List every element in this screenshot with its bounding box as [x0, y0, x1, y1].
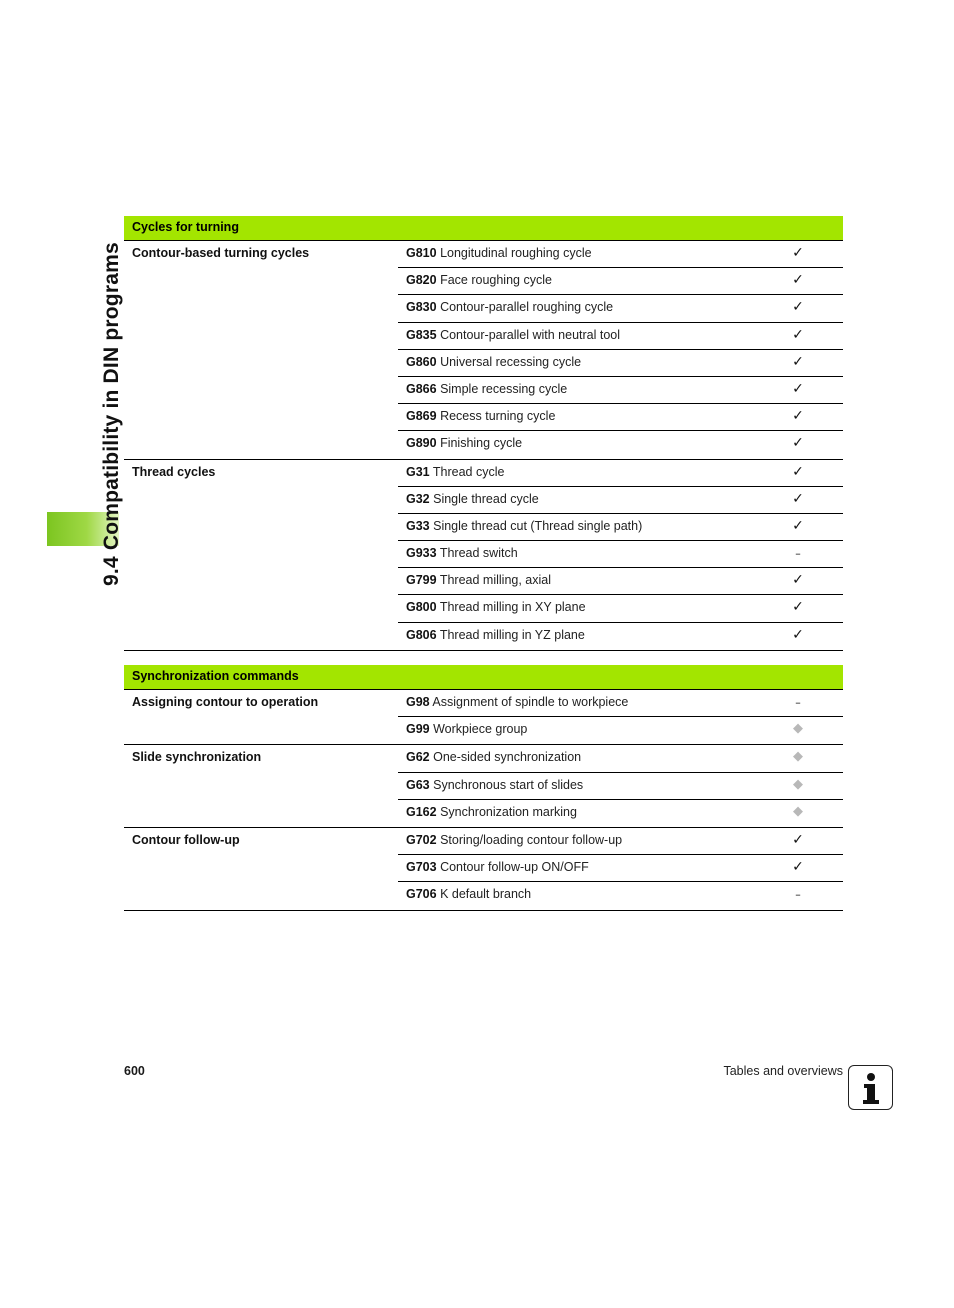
- g-code: G800: [406, 600, 437, 615]
- table-row: [398, 623, 843, 650]
- command-cell: [406, 695, 628, 709]
- row-group: [124, 690, 843, 745]
- g-code: G830: [406, 300, 437, 315]
- diamond-icon: ◆: [793, 721, 803, 737]
- command-cell: [406, 328, 620, 342]
- row-group: [124, 460, 843, 651]
- command-cell: [406, 355, 581, 369]
- table-row: [398, 487, 843, 514]
- g-code: G162: [406, 804, 437, 819]
- g-code: G31: [406, 464, 430, 479]
- table-row: [398, 377, 843, 404]
- command-cell: [406, 805, 577, 819]
- group-label: Thread cycles: [132, 464, 216, 479]
- table-row: [398, 460, 843, 487]
- command-description: Contour-parallel roughing cycle: [436, 300, 614, 315]
- command-cell: [406, 860, 589, 874]
- g-code: G702: [406, 832, 437, 847]
- table-row: [398, 595, 843, 622]
- check-icon: ✓: [792, 326, 804, 343]
- command-description: Assignment of spindle to workpiece: [429, 695, 629, 709]
- command-description: Face roughing cycle: [436, 273, 552, 288]
- check-icon: ✓: [792, 299, 804, 316]
- dash-icon: –: [795, 547, 801, 561]
- synchronization-commands-table: [124, 665, 843, 911]
- g-code: G706: [406, 887, 437, 902]
- command-description: Workpiece group: [429, 722, 528, 737]
- table-row: [398, 431, 843, 458]
- footer-section-title: Tables and overviews: [723, 1064, 843, 1078]
- command-cell: [406, 436, 522, 450]
- command-description: Universal recessing cycle: [436, 354, 582, 369]
- command-description: Thread milling in YZ plane: [436, 627, 585, 642]
- check-icon: ✓: [792, 408, 804, 425]
- table-row: [398, 514, 843, 541]
- command-description: Single thread cut (Thread single path): [429, 518, 643, 533]
- command-description: K default branch: [436, 887, 532, 902]
- command-cell: [406, 273, 552, 287]
- table-row: [398, 541, 843, 568]
- g-code: G933: [406, 546, 437, 561]
- table-row: [398, 323, 843, 350]
- command-cell: [406, 778, 583, 792]
- check-icon: ✓: [792, 435, 804, 452]
- command-description: Thread switch: [436, 546, 518, 561]
- g-code: G799: [406, 573, 437, 588]
- check-icon: ✓: [792, 245, 804, 261]
- command-cell: [406, 573, 551, 587]
- g-code: G703: [406, 860, 437, 875]
- check-icon: ✓: [792, 353, 804, 370]
- g-code: G866: [406, 381, 437, 396]
- cycles-for-turning-table: [124, 216, 843, 651]
- check-icon: ✓: [792, 380, 804, 397]
- table-row: [398, 828, 843, 855]
- command-cell: [406, 382, 567, 396]
- command-description: Thread milling in XY plane: [436, 600, 586, 615]
- check-icon: ✓: [792, 831, 804, 848]
- command-cell: [406, 409, 555, 423]
- command-cell: [406, 833, 622, 847]
- diamond-icon: ◆: [793, 749, 803, 765]
- dash-icon: –: [795, 696, 801, 709]
- check-icon: ✓: [792, 463, 804, 480]
- command-description: Single thread cycle: [429, 491, 539, 506]
- table-row: [398, 855, 843, 882]
- command-cell: [406, 300, 613, 314]
- command-cell: [406, 492, 539, 506]
- command-cell: [406, 887, 531, 901]
- g-code: G98: [406, 695, 430, 709]
- command-description: Recess turning cycle: [436, 409, 556, 424]
- g-code: G835: [406, 327, 437, 342]
- row-group: [124, 745, 843, 828]
- dash-icon: –: [795, 888, 801, 902]
- row-group: [124, 241, 843, 460]
- command-description: Longitudinal roughing cycle: [436, 246, 592, 260]
- command-description: Simple recessing cycle: [436, 381, 568, 396]
- diamond-icon: ◆: [793, 803, 803, 819]
- command-description: One-sided synchronization: [429, 750, 582, 765]
- g-code: G820: [406, 273, 437, 288]
- info-icon: [848, 1065, 893, 1110]
- table-row: [398, 690, 843, 717]
- table-row: [398, 268, 843, 295]
- g-code: G810: [406, 246, 437, 260]
- table-row: [398, 350, 843, 377]
- g-code: G860: [406, 354, 437, 369]
- command-cell: [406, 465, 504, 479]
- check-icon: ✓: [792, 599, 804, 616]
- command-cell: [406, 246, 592, 260]
- command-cell: [406, 546, 518, 560]
- command-cell: [406, 519, 642, 533]
- command-description: Synchronization marking: [436, 804, 577, 819]
- table-row: [398, 745, 843, 772]
- command-cell: [406, 600, 586, 614]
- table-header: Synchronization commands: [124, 665, 843, 690]
- table-row: [398, 295, 843, 322]
- page-number: 600: [124, 1064, 145, 1078]
- g-code: G32: [406, 491, 430, 506]
- table-row: [398, 717, 843, 744]
- check-icon: ✓: [792, 272, 804, 289]
- g-code: G99: [406, 722, 430, 737]
- section-title: 9.4 Compatibility in DIN programs: [100, 242, 123, 586]
- command-cell: [406, 750, 581, 764]
- g-code: G33: [406, 518, 430, 533]
- command-description: Contour follow-up ON/OFF: [436, 860, 589, 875]
- command-cell: [406, 628, 585, 642]
- group-label: Contour follow-up: [132, 832, 240, 847]
- table-row: [398, 241, 843, 268]
- command-description: Finishing cycle: [436, 436, 523, 451]
- table-row: [398, 800, 843, 827]
- command-description: Thread milling, axial: [436, 573, 551, 588]
- command-cell: [406, 722, 527, 736]
- table-header: Cycles for turning: [124, 216, 843, 241]
- check-icon: ✓: [792, 859, 804, 876]
- group-label: Assigning contour to operation: [132, 695, 319, 709]
- table-row: [398, 773, 843, 800]
- check-icon: ✓: [792, 517, 804, 534]
- g-code: G63: [406, 777, 430, 792]
- group-label: Slide synchronization: [132, 750, 262, 765]
- g-code: G62: [406, 750, 430, 765]
- g-code: G890: [406, 436, 437, 451]
- check-icon: ✓: [792, 626, 804, 643]
- command-description: Thread cycle: [429, 464, 505, 479]
- table-row: [398, 882, 843, 909]
- command-description: Synchronous start of slides: [429, 777, 584, 792]
- g-code: G869: [406, 409, 437, 424]
- command-description: Contour-parallel with neutral tool: [436, 327, 621, 342]
- table-row: [398, 404, 843, 431]
- command-description: Storing/loading contour follow-up: [436, 832, 623, 847]
- check-icon: ✓: [792, 490, 804, 507]
- table-row: [398, 568, 843, 595]
- row-group: [124, 828, 843, 911]
- group-label: Contour-based turning cycles: [132, 246, 310, 260]
- diamond-icon: ◆: [793, 776, 803, 792]
- check-icon: ✓: [792, 572, 804, 589]
- g-code: G806: [406, 627, 437, 642]
